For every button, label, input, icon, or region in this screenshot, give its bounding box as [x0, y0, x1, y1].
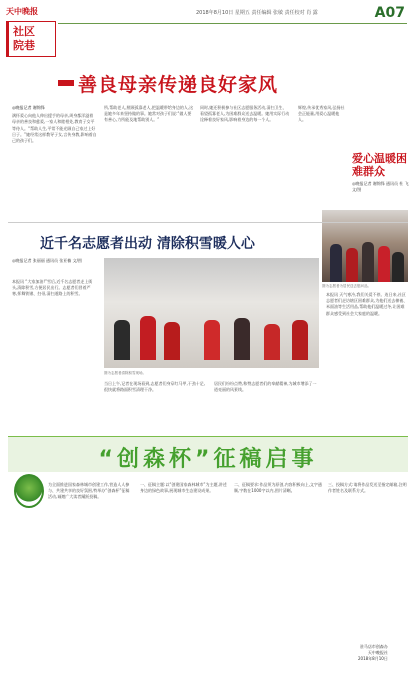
- article2-byline: ◎晚报记者 张丽丽 通讯员 张亚楠 文/图: [12, 258, 82, 263]
- article2-column-4: 本报讯 天气寒冷,我们关爱不停。连日来,社区志愿者们走访辖区困难群众,为他们送去棉被、米面油等生活用品,帮助他们温暖过冬,让困难群众感受到社会大家庭的温暖。: [326, 292, 408, 316]
- section-label: [6, 21, 56, 57]
- article1-column-2: 所,帮助老人,照顾孤寡老人,把温暖带给身边的人,这是她多年来坚持做的事。她常对孩子们说:“做人要有善心,力所能及地帮助别人。”: [104, 105, 194, 123]
- snow-clearing-photo-caption: 图为志愿者清除积雪现场。: [104, 371, 146, 375]
- article2-column-2: 当日上午,记者在现场看到,志愿者们身穿红马甲,干劲十足,很快就将路面积雪清理干净。: [104, 381, 206, 393]
- article1-headline: 善良母亲传递良好家风: [78, 74, 279, 96]
- brand-logo: 天中晚报: [6, 7, 38, 16]
- notice-column-4: 三、投稿方式:请将作品发送至指定邮箱,注明作者姓名及联系方式。: [328, 482, 407, 494]
- notice-signature: [358, 644, 388, 662]
- notice-signature-line3: 2018年8月10日: [358, 656, 388, 661]
- article2-column-3: 居民们纷纷点赞,称赞志愿者们的奉献精神,为城市增添了一道亮丽的风景线。: [214, 381, 317, 393]
- sub-article-byline: ◎晚报记者 谢锦锋 通讯员 杜 飞 文/图: [352, 181, 409, 192]
- notice-signature-line2: 天中晚报社: [367, 650, 388, 655]
- notice-column-2: 一、征稿主题:以“创建国家森林城市”为主题,讲述身边的绿色故事,展现城市生态建设成果。: [140, 482, 227, 494]
- volunteer-photo-caption: 图为志愿者为居民送去慰问品。: [322, 284, 371, 288]
- section-label-line2: 院巷: [13, 39, 35, 52]
- forest-city-logo: [14, 474, 44, 508]
- page-number: A07: [374, 5, 405, 21]
- masthead: [6, 6, 56, 74]
- article2-column-1: 本报讯 “大家加油!”雪后,近千名志愿者走上街头,清除积雪,方便居民出行。志愿者们冒着严寒,挥舞铁锹、扫帚,清扫道路上的积雪。: [12, 279, 93, 297]
- section-label-line1: 社区: [13, 25, 35, 38]
- notice-title: [8, 442, 408, 473]
- header-divider: [58, 23, 407, 24]
- article1-byline: ◎晚报记者 谢锦锋: [12, 105, 45, 110]
- snow-clearing-photo: [104, 258, 319, 368]
- article1-column-4: 辉煌,传承优秀家风,弘扬社会正能量,用爱心温暖他人。: [298, 105, 345, 123]
- volunteer-photo: [322, 210, 408, 282]
- notice-column-3: 二、征稿要求:作品须为原创,内容积极向上,文字通顺,字数在1000字以内,图片清晰。: [234, 482, 322, 494]
- headline-accent-bar: [58, 80, 74, 86]
- notice-title-main: 创森杯: [116, 447, 195, 472]
- article1-column-1: [12, 105, 97, 205]
- notice-title-quote-open: “: [98, 447, 117, 472]
- notice-banner: [8, 436, 408, 472]
- article2-headline: 近千名志愿者出动 清除积雪暖人心: [40, 236, 255, 252]
- section-divider: [8, 222, 408, 223]
- sub-article-headline: 爱心温暖困难群众: [352, 152, 407, 178]
- notice-column-1: 为全面推进国家森林城市创建工作,营造人人参与、共建共享的良好氛围,特举办“创森杯”征稿活动,诚邀广大读者踊跃投稿。: [48, 482, 130, 500]
- notice-title-quote-close: ”: [195, 447, 214, 472]
- notice-title-rest: 征稿启事: [213, 447, 318, 472]
- issue-info: 2018年8月10日 星期五 责任编辑 张敏 责任校对 肖 露: [196, 10, 318, 16]
- article1-col1-text: 满怀爱心向他人伸出援手的母亲,周身都洋溢着母亲的善良和慈爱,一家人和睦相处,教育子女平等待人。“帮助人生,平常不能光顾自己家过上好日子。”她经常这样教导子女,言传身教,影响着自己的孩子们。: [12, 113, 97, 144]
- article1-column-3: 同时,她还积极参与社区志愿服务活动,清扫卫生、看望孤寡老人,为困难群众送去温暖。她用实际行动诠释着良好家风,影响着身边的每一个人。: [200, 105, 290, 123]
- notice-signature-line1: 驻马店市创森办: [359, 644, 388, 649]
